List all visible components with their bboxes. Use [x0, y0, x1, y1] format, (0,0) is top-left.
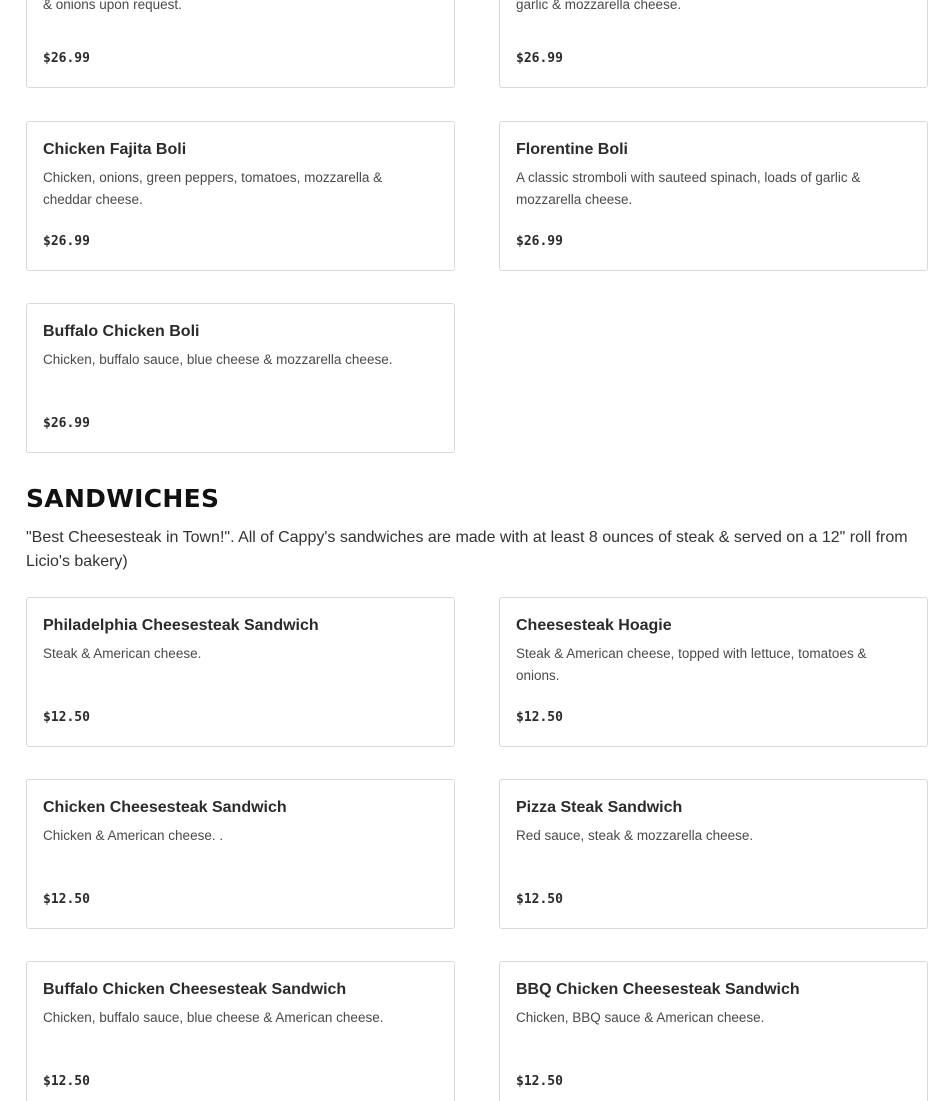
item-price: $26.99: [516, 51, 563, 66]
menu-item-card[interactable]: [26, 121, 455, 271]
item-description: Chicken, BBQ sauce & American cheese.: [516, 1010, 765, 1025]
menu-item-card[interactable]: [26, 303, 455, 453]
item-description: Chicken, onions, green peppers, tomatoes, mozzarella & cheddar cheese.: [43, 170, 383, 207]
menu-item-card[interactable]: [499, 121, 928, 271]
item-name: Chicken Fajita Boli: [43, 141, 187, 158]
item-price: $26.99: [43, 51, 90, 66]
item-description: Steak & American cheese.: [43, 646, 202, 661]
item-price: $12.50: [516, 710, 563, 725]
item-name: Philadelphia Cheesesteak Sandwich: [43, 617, 319, 634]
menu-item-card[interactable]: [26, 0, 455, 88]
item-name: Florentine Boli: [516, 141, 628, 158]
item-price: $12.50: [43, 892, 90, 907]
menu-item-card[interactable]: [499, 0, 928, 88]
item-description: A classic stromboli with sauteed spinach, loads of garlic & mozzarella cheese.: [516, 170, 861, 207]
item-name: Pizza Steak Sandwich: [516, 799, 683, 816]
item-price: $12.50: [43, 1074, 90, 1089]
section-title: SANDWICHES: [26, 484, 220, 513]
item-description: Chicken, buffalo sauce, blue cheese & American cheese.: [43, 1010, 384, 1025]
item-description: Red sauce, steak & mozzarella cheese.: [516, 828, 754, 843]
item-name: BBQ Chicken Cheesesteak Sandwich: [516, 981, 800, 998]
section-description: "Best Cheesesteak in Town!". All of Cappy's sandwiches are made with at least 8 ounces of steak & served on a 12" roll from Licio's bakery): [26, 529, 908, 570]
item-name: Cheesesteak Hoagie: [516, 617, 672, 634]
menu-item-card[interactable]: [26, 597, 455, 747]
item-price: $12.50: [516, 1074, 563, 1089]
menu-item-card[interactable]: [499, 961, 928, 1101]
item-description: Chicken & American cheese. .: [43, 828, 224, 843]
item-price: $12.50: [43, 710, 90, 725]
menu-item-card[interactable]: [26, 779, 455, 929]
item-name: Chicken Cheesesteak Sandwich: [43, 799, 287, 816]
item-price: $26.99: [43, 234, 90, 249]
item-description: Chicken, buffalo sauce, blue cheese & mozzarella cheese.: [43, 352, 393, 367]
item-name: Buffalo Chicken Boli: [43, 323, 200, 340]
menu-item-card[interactable]: [499, 779, 928, 929]
item-name: Buffalo Chicken Cheesesteak Sandwich: [43, 981, 347, 998]
item-price: $12.50: [516, 892, 563, 907]
menu-item-card[interactable]: [26, 961, 455, 1101]
menu-item-card[interactable]: [499, 597, 928, 747]
item-description: & onions upon request.: [43, 0, 182, 12]
item-price: $26.99: [516, 234, 563, 249]
item-price: $26.99: [43, 416, 90, 431]
item-description: Steak & American cheese, topped with lettuce, tomatoes & onions.: [516, 646, 867, 683]
item-description: garlic & mozzarella cheese.: [516, 0, 682, 12]
